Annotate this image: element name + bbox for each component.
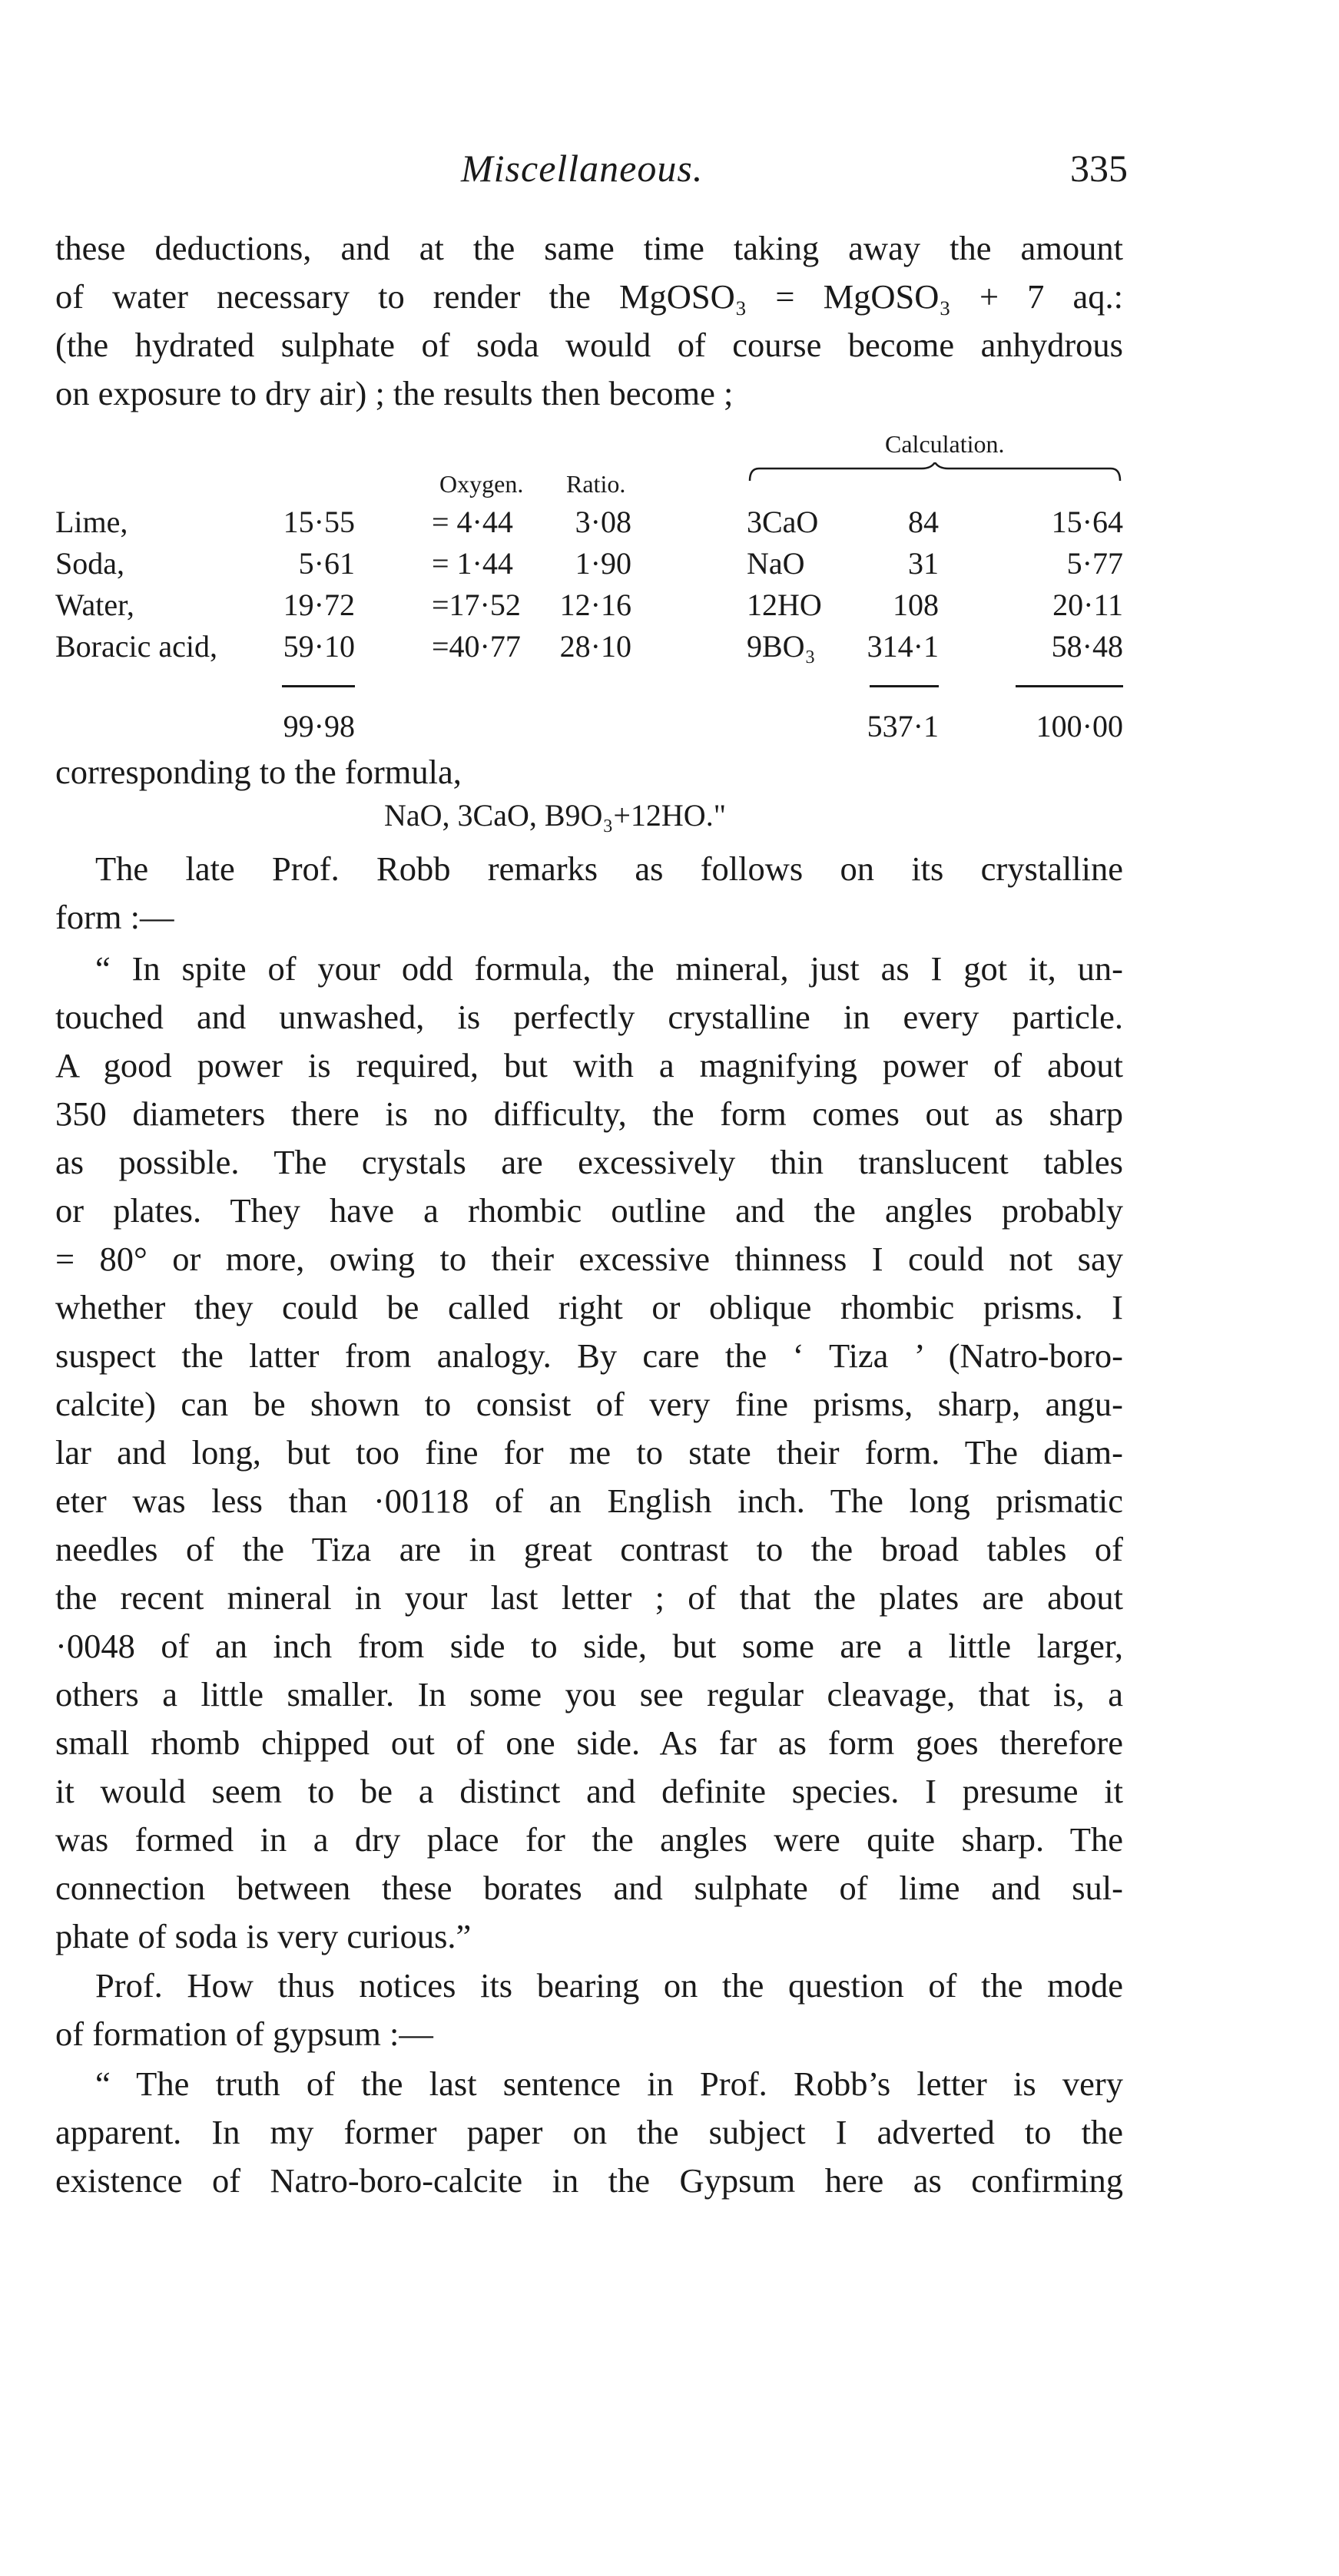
row-name: Soda, [55, 546, 124, 581]
row-value: 15·55 [283, 505, 355, 539]
text-line: it would seem to be a distinct and definite species. I presume it [55, 1772, 1123, 1810]
oxygen-header: Oxygen. [439, 470, 524, 498]
row-percent: 5·77 [1066, 546, 1123, 581]
text-line: Prof. How thus notices its bearing on the question of the mode [95, 1966, 1123, 2005]
row-formula: 9BO₃ [747, 629, 816, 664]
formula-line: NaO, 3CaO, B9O₃+12HO." [384, 798, 727, 833]
text-line: small rhomb chipped out of one side. As far as form goes therefore [55, 1723, 1123, 1762]
text-line: A good power is required, but with a magnifying power of about [55, 1046, 1123, 1084]
row-calc: 108 [893, 588, 939, 622]
text-line: others a little smaller. In some you see regular cleavage, that is, a [55, 1675, 1123, 1713]
text-line: calcite) can be shown to consist of very fine prisms, sharp, angu- [55, 1385, 1123, 1423]
text-line: as possible. The crystals are excessively thin translucent tables [55, 1143, 1123, 1181]
row-ratio: 28·10 [559, 629, 631, 664]
text-line: phate of soda is very curious.” [55, 1917, 472, 1955]
how-quote [55, 2060, 1123, 2205]
row-name: Boracic acid, [55, 629, 217, 664]
robb-quote [55, 945, 1123, 1961]
total-percent: 100·00 [1036, 709, 1123, 743]
row-ratio: 12·16 [559, 588, 631, 622]
row-percent: 20·11 [1052, 588, 1123, 622]
text-line: corresponding to the formula, [55, 753, 462, 791]
row-calc: 314·1 [867, 629, 939, 664]
text-line: existence of Natro-boro-calcite in the Gypsum here as confirming [55, 2161, 1123, 2200]
text-line: (the hydrated sulphate of soda would of course become anhydrous [55, 326, 1123, 364]
how-paragraph [55, 1962, 1123, 2058]
text-line: these deductions, and at the same time taking away the amount [55, 229, 1123, 267]
row-percent: 58·48 [1051, 629, 1123, 664]
row-ratio: 3·08 [575, 505, 631, 539]
text-line: lar and long, but too fine for me to state their form. The diam- [55, 1433, 1123, 1472]
corresponding-line [55, 748, 1123, 796]
text-line: needles of the Tiza are in great contrast to the broad tables of [55, 1530, 1123, 1568]
text-line: the recent mineral in your last letter ; of that the plates are about [55, 1578, 1123, 1617]
row-value: 19·72 [283, 588, 355, 622]
sum-rule [282, 685, 355, 687]
text-line: or plates. They have a rhombic outline and the angles probably [55, 1191, 1123, 1230]
total-calc: 537·1 [867, 709, 939, 743]
text-line: of water necessary to render the MgOSO₃ = MgOSO₃ + 7 aq.: [55, 277, 1123, 316]
text-line: apparent. In my former paper on the subject I adverted to the [55, 2113, 1123, 2151]
total-value: 99·98 [283, 709, 355, 743]
row-name: Water, [55, 588, 134, 622]
row-oxygen: = 4·44 [432, 505, 513, 539]
calculation-header: Calculation. [885, 430, 1005, 458]
intro-paragraph [55, 224, 1123, 418]
text-line: eter was less than ·00118 of an English inch. The long prismatic [55, 1482, 1123, 1520]
row-oxygen: =17·52 [432, 588, 521, 622]
running-head [0, 146, 1339, 200]
page-number: 335 [1070, 147, 1128, 190]
text-line: connection between these borates and sulphate of lime and sul- [55, 1869, 1123, 1907]
analysis-table [55, 430, 1123, 760]
row-oxygen: = 1·44 [432, 546, 513, 581]
text-line: touched and unwashed, is perfectly crystalline in every particle. [55, 998, 1123, 1036]
brace-line [747, 462, 1123, 485]
row-value: 5·61 [298, 546, 355, 581]
text-line: The late Prof. Robb remarks as follows on its crystalline [95, 849, 1123, 888]
sum-rule [1016, 685, 1123, 687]
row-name: Lime, [55, 505, 128, 539]
text-line: was formed in a dry place for the angles were quite sharp. The [55, 1820, 1123, 1859]
ratio-header: Ratio. [566, 470, 626, 498]
row-formula: 3CaO [747, 505, 819, 539]
row-oxygen: =40·77 [432, 629, 521, 664]
text-line: = 80° or more, owing to their excessive thinness I could not say [55, 1240, 1123, 1278]
text-line: suspect the latter from analogy. By care the ‘ Tiza ’ (Natro-boro- [55, 1336, 1123, 1375]
text-line: ·0048 of an inch from side to side, but some are a little larger, [55, 1627, 1123, 1665]
row-calc: 31 [908, 546, 939, 581]
row-formula: 12HO [747, 588, 822, 622]
running-title: Miscellaneous. [461, 147, 704, 190]
text-line: 350 diameters there is no difficulty, the form comes out as sharp [55, 1094, 1123, 1133]
row-value: 59·10 [283, 629, 355, 664]
text-line: form :— [55, 898, 174, 936]
text-line: whether they could be called right or oblique rhombic prisms. I [55, 1288, 1123, 1326]
row-calc: 84 [908, 505, 939, 539]
text-line: of formation of gypsum :— [55, 2015, 433, 2053]
robb-intro-paragraph [55, 845, 1123, 942]
row-ratio: 1·90 [575, 546, 631, 581]
text-line: “ In spite of your odd formula, the mineral, just as I got it, un- [95, 949, 1123, 988]
row-percent: 15·64 [1051, 505, 1123, 539]
text-line: on exposure to dry air) ; the results then become ; [55, 374, 734, 412]
text-line: “ The truth of the last sentence in Prof. Robb’s letter is very [95, 2064, 1123, 2103]
row-formula: NaO [747, 546, 805, 581]
sum-rule [870, 685, 939, 687]
